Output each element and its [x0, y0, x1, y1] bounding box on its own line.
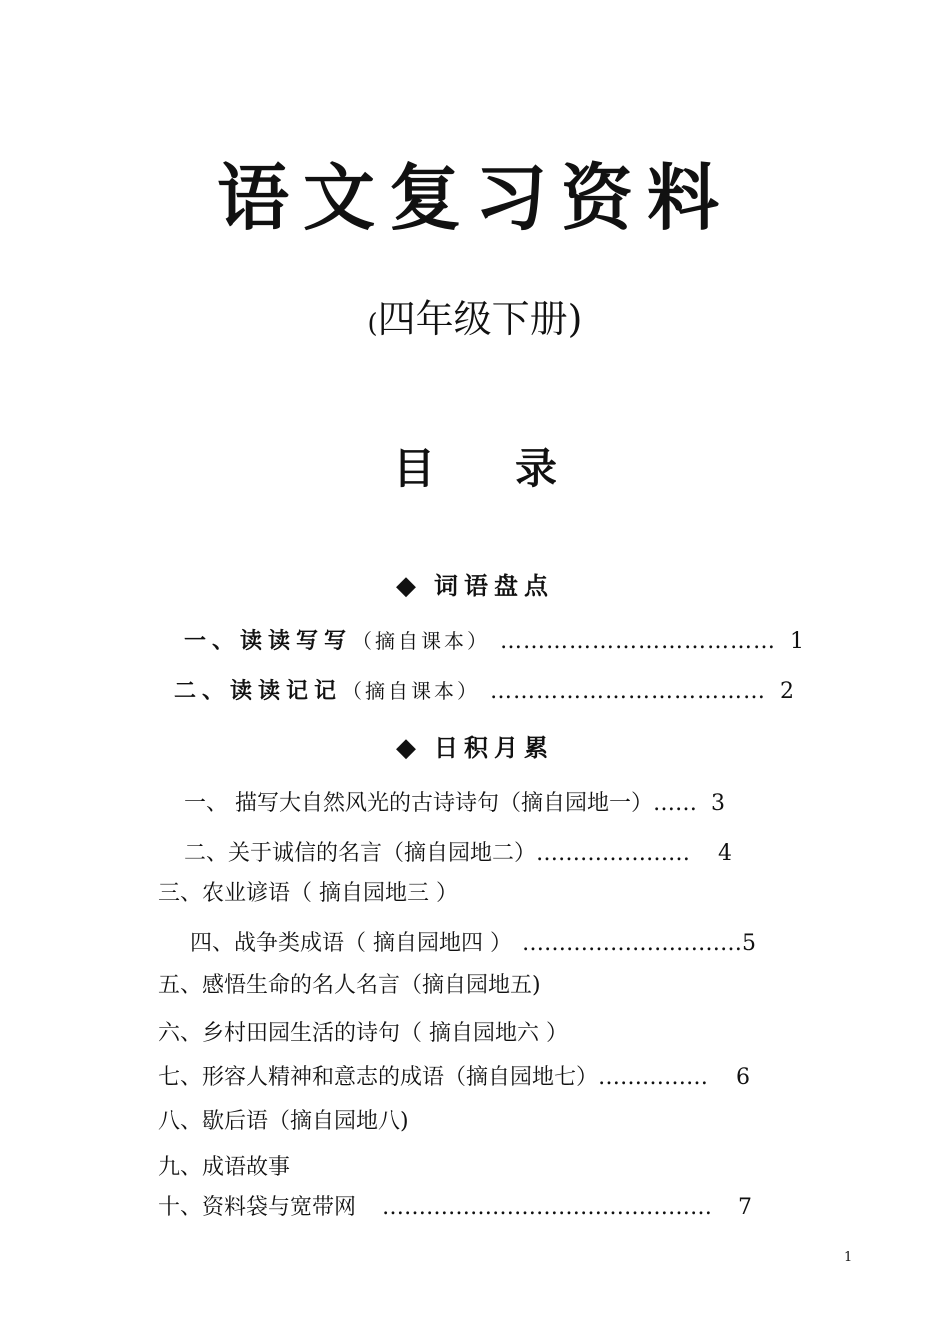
entry-page-number: 2 — [780, 679, 795, 704]
toc-entry[interactable] — [158, 876, 458, 907]
leader-dots: ……………………………………… — [382, 1195, 713, 1220]
toc-entry[interactable] — [174, 674, 794, 705]
leader-dots: ………………………… — [522, 931, 742, 956]
entry-page-number: 7 — [738, 1195, 753, 1220]
entry-page-number: 1 — [790, 629, 805, 654]
toc-entry[interactable] — [190, 926, 756, 957]
entry-source-note: （摘自课本） — [352, 629, 491, 653]
entry-text: 一、 描写大自然风光的古诗诗句（摘自园地一） — [184, 791, 653, 816]
toc-entry[interactable] — [158, 1060, 750, 1091]
toc-entry[interactable] — [184, 624, 804, 655]
entry-title: 读读写写 — [240, 628, 353, 654]
leader-dots: ……………………………… — [500, 629, 777, 654]
entry-text: 十、资料袋与宽带网 — [158, 1195, 357, 1220]
page-number: 1 — [844, 1250, 853, 1265]
entry-number: 二、 — [174, 678, 231, 704]
subtitle-text: 四年级下册) — [377, 297, 583, 341]
document-subtitle — [0, 288, 950, 343]
leader-dots: …… — [653, 791, 697, 816]
toc-heading-left: 目 — [392, 444, 435, 493]
toc-entry[interactable] — [158, 1150, 290, 1181]
leader-dots: ……………………………… — [490, 679, 767, 704]
entry-page-number: 3 — [711, 791, 725, 816]
entry-page-number: 5 — [742, 931, 756, 956]
toc-entry[interactable] — [184, 786, 725, 817]
toc-entry[interactable] — [184, 836, 732, 867]
entry-text: 四、战争类成语（ 摘自园地四 ） — [190, 931, 512, 956]
entry-text: 三、农业谚语（ 摘自园地三 ） — [158, 881, 458, 906]
section-label: 日积月累 — [434, 733, 554, 762]
toc-entry[interactable] — [158, 1104, 409, 1135]
subtitle-open-paren: ( — [367, 309, 378, 339]
toc-entry[interactable] — [158, 1190, 752, 1221]
toc-heading — [0, 436, 950, 496]
entry-number: 一、 — [184, 628, 241, 654]
diamond-bullet-icon: ◆ — [396, 571, 416, 601]
toc-section-header — [0, 566, 950, 601]
entry-page-number: 4 — [718, 841, 733, 866]
toc-section-header — [0, 728, 950, 763]
entry-text: 六、乡村田园生活的诗句（ 摘自园地六 ） — [158, 1021, 568, 1046]
toc-heading-right: 录 — [515, 444, 558, 493]
entry-text: 八、歇后语（摘自园地八) — [158, 1109, 409, 1134]
entry-text: 九、成语故事 — [158, 1155, 291, 1180]
toc-entry[interactable] — [158, 1016, 568, 1047]
entry-text: 二、关于诚信的名言（摘自园地二） — [184, 841, 537, 866]
entry-text: 七、形容人精神和意志的成语（摘自园地七） — [158, 1065, 599, 1090]
entry-source-note: （摘自课本） — [342, 679, 481, 703]
leader-dots: …………… — [598, 1065, 709, 1090]
leader-dots: ………………… — [536, 841, 691, 866]
document-title: 语文复习资料 — [216, 155, 733, 240]
entry-text: 五、感悟生命的名人名言（摘自园地五) — [158, 973, 541, 998]
entry-page-number: 6 — [736, 1065, 751, 1090]
toc-entry[interactable] — [158, 968, 541, 999]
entry-title: 读读记记 — [230, 678, 343, 704]
section-label: 词语盘点 — [434, 571, 554, 600]
diamond-bullet-icon: ◆ — [396, 733, 416, 763]
